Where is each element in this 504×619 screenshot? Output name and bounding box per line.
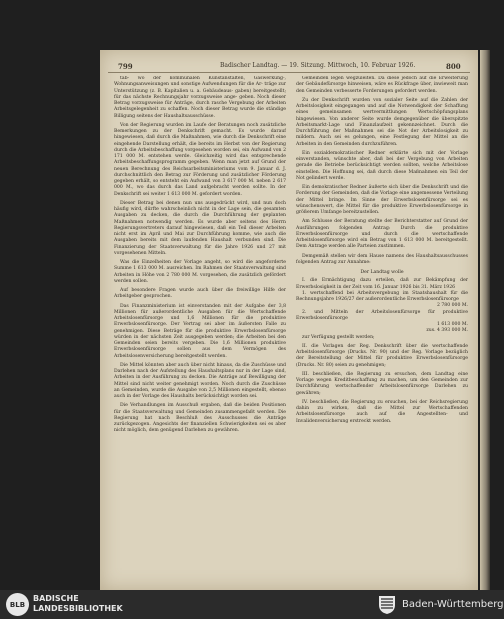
header-rule — [108, 72, 470, 73]
library-name[interactable] — [33, 594, 123, 614]
library-name-line1: BADISCHE — [33, 594, 79, 603]
paragraph: Die Mittel könnten aber auch über nicht hinaus, da die Zuschüsse und Darlehen nach der Aufstellung des Haushaltsplans nur in der Lage sind, Arbeiten in der Ausführung zu decken. Die Anträge auf Bewilligung der Mittel sind nicht weiter genehmigt worden. Noch durch die Zuschüsse an Gemeinden, wurde die Ausgabe von 2,5 Millionen eingestellt, ebenso auch in der Vorlage des Haushalts berücksichtigt worden sei. — [114, 362, 286, 399]
paragraph: Ein sozialdemokratischer Redner erklärte sich mit der Vorlage einverstanden, wünschte aber, daß bei der Vergebung von Arbeiten gerade die Betriebe berücksichtigt werden sollten, welche Arbeitslose einstellen. Die Hoffnung sei, daß durch diese Maßnahmen ein Teil der Not gelindert werde. — [296, 150, 468, 181]
motion-item: II. die Vorlagen der Reg. Denkschrift über die wertschaffende Arbeitslosenfürsorge (Drucks. Nr. 90) und der Reg. Vorlage bezüglich der Bereitstellung der Mittel für produktive Erwerbslosenfürsorge (Drucks. Nr. 80) seien zu genehmigen; — [296, 343, 468, 368]
paragraph: Was die Einzelheiten der Vorlage angeht, so wird die angeforderte Summe 1 613 000 M. ausreichen. Im Rahmen der Staatsverwaltung sind Arbeiten in Höhe von 2 780 000 M. vorgesehen, die zusätzlich gefördert werden sollen. — [114, 260, 286, 284]
motion-amount: 2 780 000 M. — [436, 303, 468, 309]
paragraph: Ein demokratischer Redner äußerte sich über die Denkschrift und die Forderung der Gemeinden, daß die Vorlage eine angemessene Verteilung der Mittel bringe. Im Sinne der Erwerbslosenfürsorge sei es wünschenswert, die Mittel für die produktive Erwerbslosenfürsorge in größerem Umfange bereitzustellen. — [296, 185, 468, 215]
paragraph: Die Verhandlungen im Ausschuß ergaben, daß die beiden Positionen für die Staatsverwaltung und Gemeinden zusammengefaßt werden. Die Regierung hat nach Beschluß des Ausschusses die Anträge zurückgezogen. Angesichts der finanziellen Schwierigkeiten sei es aber nicht möglich, dem genügend Darlehen zu gewähren. — [114, 403, 286, 434]
motion-item: zur Verfügung gestellt werden; — [302, 334, 375, 340]
motion-item: IV. beschließen, die Regierung zu ersuchen, bei der Reichsregierung dahin zu wirken, daß die Mittel zur Wertschaffenden Arbeitslosenfürsorge auch auf die Angestellten- und Invalidenversicherung erstreckt werden. — [296, 399, 468, 424]
paragraph: tab- wo der kommunalen Kunstanstalten, Gaswerkung-, Wohnungsanweisungen und sonstige Aufwendungen für die Ar- träge zur Unterstützung (z. B. Kapitalien u. a. Gebäudeaus- gaben) bereitgestellt; für das nächste Rechnungsjahr vorzugsweise ange- geben. Noch dieser Betrag vorzugsweise für Anträge, durch rasche Vergebung der Arbeiten Arbeitsgelegenheit zu schaffen. Noch dieser Betrag wurde die ständige Billigung seitens der Haushaltsausschüsse. — [114, 76, 286, 119]
page-edge-shadow — [480, 50, 490, 590]
paragraph: Am Schlusse der Beratung stellte der Berichterstatter auf Grund der Ausführungen folgenden Antrag: Durch die produktive Erwerbslosenfürsorge und durch die wertschaffende Arbeitslosenfürsorge wird ein Betrag von 1 613 000 M. bereitgestellt. Dem Antrage werden alle Parteien zustimmen. — [296, 219, 468, 250]
running-header: Badischer Landtag. — 19. Sitzung. Mittwoch, 10. Februar 1926. — [220, 62, 416, 69]
left-column — [114, 76, 286, 581]
motion-heading: Der Landtag wolle — [360, 270, 404, 275]
motion-item: 1. wertschaffend bei Arbeitsvergebung im Staatshaushalt für die Rechnungsjahre 1926/27 der außerordentliche Erwerbslosenfürsorge — [296, 290, 468, 302]
paragraph: Von der Regierung wurden im Laufe der Beratungen noch zusätzliche Bemerkungen zu der Denkschrift gemacht. Es wurde darauf hingewiesen, daß durch die Maßnahmen, wie durch die Denkschrift eine eingehende Darstellung erhält, die bereits im Herbst von der Regierung durch die Arbeitsbeschaffung vorgesehen worden sei, ein Aufwand von 2 171 000 M. entstehen werde. Gleichzeitig wird das entsprechende Arbeitsbeschaffungsprogramm gegeben. Wenn man jetzt auf Grund der neuen Berechnung des Reichsarbeitsministeriums vom 9. Januar d. J. durchschnittlich den Betrag zur Förderung und zusätzlicher Förderung gegeben erhält, so entsteht ein Aufwand von 3 617 000 M. neben 2 617 000 M., wo das durch das Land aufgebracht werden sollte. In der Denkschrift sei weiter 1 613 000 M. gefordert worden. — [114, 122, 286, 197]
paragraph: Das Finanzministerium ist einverstanden mit der Aufgabe der 3,8 Millionen für außerordentliche Ausgaben für die Wertschaffende Arbeitslosenfürsorge und 1,6 Millionen für die produktive Erwerbslosenfürsorge. Der Vertrag sei aber im äußersten Falle zu genehmigen. Diese Beträge für die produktive Erwerbslosenfürsorge würden in der nächsten Zeit ausgegeben werden; die Arbeiten bei den Gemeinden seien bereits vergeben. Die 1,6 Millionen produktive Erwerbslosenfürsorge sollen aus dem Vermögen des Arbeitslosenversicherung bereitgestellt werden. — [114, 303, 286, 359]
document-page — [100, 50, 478, 590]
baden-wuerttemberg-emblem-icon — [377, 594, 397, 615]
motion-amount-total: zus. 4 393 000 M. — [426, 328, 468, 334]
right-column — [296, 76, 468, 581]
paragraph: Dieser Betrag bei denen nun uns ausgedrückt wird, und nun doch häufig wird, dürfte wahrscheinlich nicht in der Lage sein, die gesamten Ausgaben zu decken, die durch die Durchführung der geplanten Maßnahmen notwendig werden. Es wurde aber seitens des Herrn Regierungsvertreters darauf hingewiesen, daß ein Teil dieser Arbeiten nicht erst im April und Mai zur Durchführung komme, wie auch die Ausgaben bereits mit dem laufenden Haushalt verbunden sind. Die Finanzierung der Staatsverwaltung für die Jahre 1926 und 27 mit vorgesehenen Mitteln. — [114, 200, 286, 256]
paragraph: Demgemäß stellen wir dem Hause namens des Haushaltsausschusses folgenden Antrag zur Annahme: — [296, 253, 468, 265]
right-page-number: 800 — [446, 62, 461, 71]
left-page-number: 799 — [118, 62, 133, 71]
state-name[interactable]: Baden-Württemberg — [402, 599, 504, 610]
paragraph: Zu der Denkschrift wurden von sozialer Seite auf die Zahlen der Arbeitslosigkeit eingegangen und auf die Notwendigkeit der Schaffung eines gemeinsamen wertvermittlungen Wertschöpfungsplans hingewiesen. Von anderer Seite wurde demgegenüber die überspitzte Arbeitsmarkt-Lage und Finanzlaufzeit gekennzeichnet. Durch die Durchführung der Maßnahmen sei die Not der Arbeitslosigkeit zu mildern. Auch sei es gelungen, eine Festlegung der Mittel an die Arbeiten in den Gemeinden durchzuführen. — [296, 97, 468, 147]
motion-amount: 1 613 000 M. — [436, 322, 468, 327]
motion-item: 2. und Mitteln der Arbeitslosenfürsorge für produktive Erwerbslosenfürsorge — [296, 309, 468, 321]
motion-item: I. die Ermächtigung dazu erteilen, daß zur Bekämpfung der Erwerbslosigkeit in der Zeit vom 16. Januar 1926 bis 31. März 1926 — [296, 278, 468, 290]
paragraph: Auf besondere Fragen wurde auch über die freiwillige Hilfe der Arbeitgeber gesprochen. — [114, 288, 286, 300]
library-name-line2: LANDESBIBLIOTHEK — [33, 604, 123, 613]
motion-item: III. beschließen, die Regierung zu ersuchen, dem Landtag eine Vorlage wegen Kreditbeschaffung zu machen, um den Gemeinden zur Durchführung wertschaffender Arbeitslosenfürsorge Darlehen zu gewähren; — [296, 371, 468, 396]
footer-bar — [0, 590, 504, 619]
paragraph: Gemeinden legen wegzuleiten. Da diese jedoch auf die Erweiterung der Gebäudefürsorge hinweisen, wäre es Rückfrage über, inwieweit man den Gemeinden verbesserte Forderungen gefordert werden. — [296, 76, 468, 94]
blb-logo-icon[interactable]: BLB — [6, 593, 29, 616]
